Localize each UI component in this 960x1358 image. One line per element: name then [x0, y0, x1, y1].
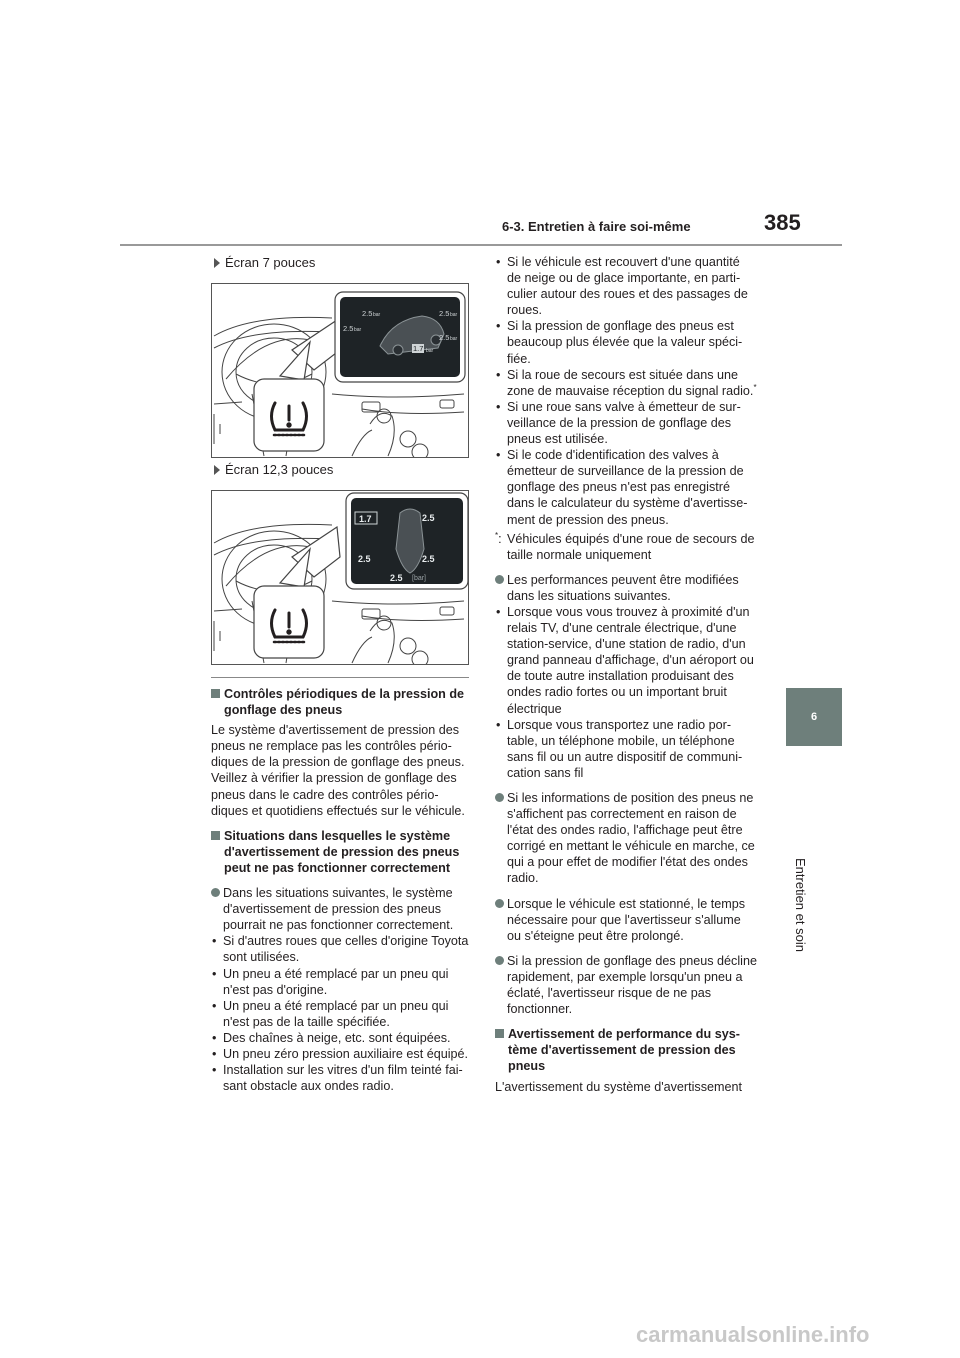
reading-front-right: 2.5 — [439, 309, 450, 318]
figure-caption: Écran 7 pouces — [225, 255, 316, 270]
list-item-text: Si la roue de secours est située dans une zone de mauvaise réception du signal radio. — [507, 367, 754, 398]
paragraph: L'avertissement du système d'avertissement — [495, 1079, 742, 1094]
list-item: • Si le code d'identification des valves à émetteur de surveillance de la pression de gonflage des pneus n'est pas enregistré dans le calculateur du système d'avertisse-ment de pression des pneus. — [495, 447, 757, 527]
caption-arrow-icon — [214, 258, 220, 268]
unit-label: [bar] — [412, 575, 427, 582]
footnote-marker: * — [753, 382, 757, 392]
section-heading: Avertissement de performance du sys-tème d'avertissement de pression des pneus — [495, 1026, 757, 1074]
bullet-paragraph: Les performances peuvent être modifiées dans les situations suivantes. — [495, 572, 757, 604]
reading-front-left: 2.5 — [362, 309, 373, 318]
chapter-tab — [786, 688, 842, 746]
reading-front-right: 2.5 — [422, 513, 435, 523]
list-item: • Si le véhicule est recouvert d'une quantité de neige ou de glace importante, en parti-culier autour des roues et des passages de roues. — [495, 254, 757, 318]
list-item: • Si une roue sans valve à émetteur de sur-veillance de la pression de gonflage des pneus est utilisée. — [495, 399, 757, 447]
page-number: 385 — [764, 210, 801, 235]
reading-rear-right: 2.5 — [422, 554, 435, 564]
right-column — [495, 254, 757, 1095]
list-item: • Lorsque vous transportez une radio por-table, un téléphone mobile, un téléphone sans fil ou un autre dispositif de communi-cation sans fil — [495, 717, 757, 781]
bullet-paragraph: Si la pression de gonflage des pneus décline rapidement, par exemple lorsqu'un pneu a éclaté, l'avertisseur risque de ne pas fonctionner. — [495, 953, 757, 1017]
list-item: • Installation sur les vitres d'un film teinté fai-sant obstacle aux ondes radio. — [211, 1062, 469, 1094]
dashboard-figure-12inch — [211, 490, 469, 665]
list-item: • Des chaînes à neige, etc. sont équipées. — [211, 1030, 469, 1046]
section-title: 6-3. Entretien à faire soi-même — [502, 219, 691, 234]
dashboard-illustration — [212, 491, 468, 664]
reading-spare: 1.7 — [413, 344, 424, 353]
reading-rear-left: 2.5 — [343, 324, 354, 333]
list-item — [495, 367, 757, 399]
watermark: carmanualsonline.info — [636, 1322, 870, 1347]
reading-rear-right: 2.5 — [439, 333, 450, 342]
reading-rear-left: 2.5 — [358, 554, 371, 564]
unit-label: bar — [373, 312, 381, 318]
bullet-paragraph: Lorsque le véhicule est stationné, le temps nécessaire pour que l'avertisseur s'allume ou s'éteigne peut être prolongé. — [495, 896, 757, 944]
bullet-paragraph: Si les informations de position des pneus ne s'affichent pas correctement en raison de l'état des ondes radio, l'affichage peut être corrigé en mettant le véhicule en marche, ce qui a pour effet de modifier l'état des ondes radio. — [495, 790, 757, 887]
figure-caption: Écran 12,3 pouces — [225, 462, 334, 477]
paragraph: Le système d'avertissement de pression des pneus ne remplace pas les contrôles pério-diques de la pression de gonflage des pneus. Veillez à vérifier la pression de gonflage des pneus dans le cadre des contrôles pério-diques et quotidiens effectués sur le véhicule. — [211, 723, 465, 818]
unit-label: bar — [354, 327, 362, 333]
unit-label: bar — [426, 348, 434, 354]
list-item: • Si la pression de gonflage des pneus est beaucoup plus élevée que la valeur spéci-fiée. — [495, 318, 757, 366]
reading-rear: 2.5 — [390, 573, 403, 583]
dashboard-figure-7inch — [211, 283, 469, 458]
header-rule — [120, 244, 842, 246]
list-item: • Un pneu a été remplacé par un pneu qui n'est pas de la taille spécifiée. — [211, 998, 469, 1030]
section-heading: Contrôles périodiques de la pression de gonflage des pneus — [211, 686, 469, 718]
list-item: • Lorsque vous vous trouvez à proximité d'un relais TV, d'une centrale électrique, d'une station-service, d'une station de radio, d'un grand panneau d'affichage, d'un aéroport ou de toute autre installation produisant des ondes radio fortes ou un important bruit électrique — [495, 604, 757, 717]
footnote-text: Véhicules équipés d'une roue de secours de taille normale uniquement — [507, 531, 755, 562]
chapter-label: Entretien et soin — [793, 858, 808, 952]
dashboard-illustration — [212, 284, 468, 457]
bullet-paragraph: Dans les situations suivantes, le système d'avertissement de pression des pneus pourrait ne pas fonctionner correctement. — [211, 885, 469, 933]
left-column — [211, 677, 469, 1094]
list-item: • Si d'autres roues que celles d'origine Toyota sont utilisées. — [211, 933, 469, 965]
footnote: *: Véhicules équipés d'une roue de secours de taille normale uniquement — [495, 530, 755, 562]
unit-label: bar — [450, 336, 458, 342]
footnote-marker: * — [495, 530, 499, 540]
section-heading: Situations dans lesquelles le système d'avertissement de pression des pneus peut ne pas fonctionner correctement — [211, 828, 469, 876]
caption-arrow-icon — [214, 465, 220, 475]
section-separator — [211, 677, 469, 678]
list-item: • Un pneu zéro pression auxiliaire est équipé. — [211, 1046, 469, 1062]
unit-label: bar — [450, 312, 458, 318]
list-item: • Un pneu a été remplacé par un pneu qui n'est pas d'origine. — [211, 966, 469, 998]
reading-spare: 1.7 — [359, 514, 372, 524]
chapter-number: 6 — [810, 711, 818, 723]
